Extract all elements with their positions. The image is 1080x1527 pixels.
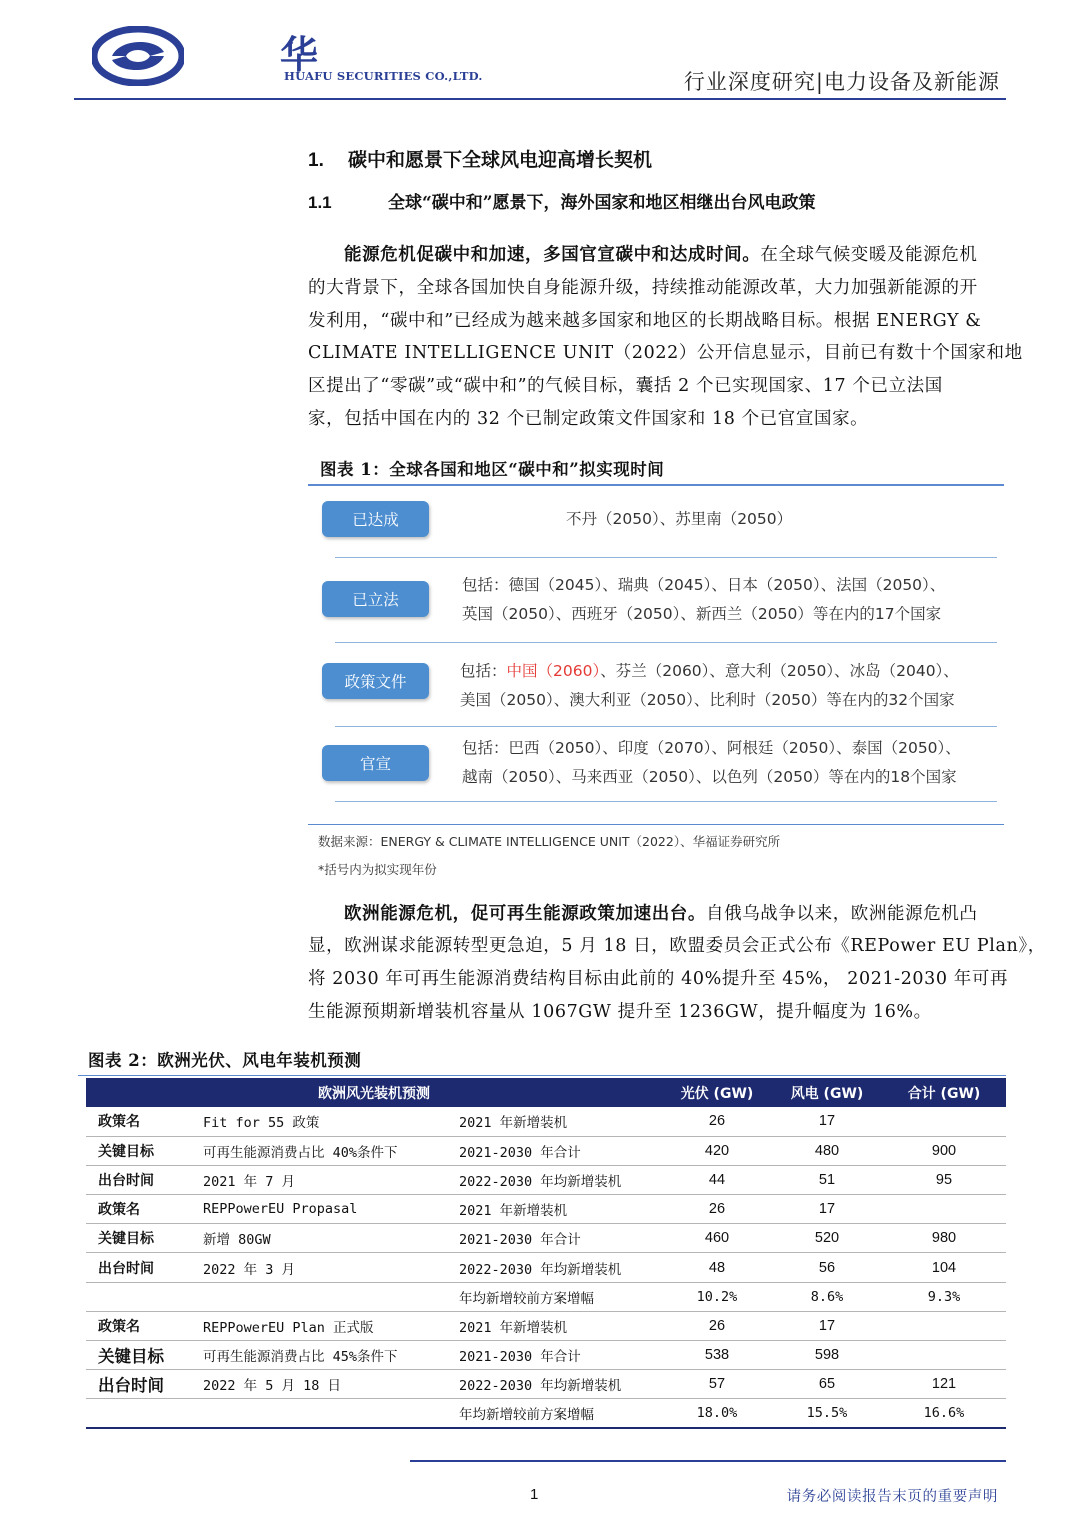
table-row: 年均新增较前方案增幅 18.0% 15.5% 16.6%	[86, 1399, 1006, 1428]
table-row: 年均新增较前方案增幅 10.2% 8.6% 9.3%	[86, 1282, 1006, 1311]
table-row: 出台时间 2022 年 3 月 2022-2030 年均新增装机 48 56 104	[86, 1253, 1006, 1282]
table-row: 出台时间 2021 年 7 月 2022-2030 年均新增装机 44 51 95	[86, 1165, 1006, 1194]
header-divider	[74, 98, 1006, 100]
footer-disclaimer: 请务必阅读报告末页的重要声明	[786, 1489, 998, 1505]
subsection-title: 全球“碳中和”愿景下，海外国家和地区相继出台风电政策	[388, 193, 816, 213]
paragraph-lead: 欧洲能源危机，促可再生能源政策加速出台。	[344, 904, 706, 924]
figure-2-title: 图表 2：欧洲光伏、风电年装机预测	[88, 1051, 362, 1070]
logo-chinese-text: 华	[280, 33, 319, 77]
status-pill-legislated: 已立法	[322, 581, 429, 617]
section-title: 碳中和愿景下全球风电迎高增长契机	[348, 149, 653, 171]
table-row: 关键目标 可再生能源消费占比 40%条件下 2021-2030 年合计 420 480 900	[86, 1136, 1006, 1165]
table-header-pv: 光伏 (GW)	[662, 1078, 772, 1107]
figure-1-bottom-rule	[308, 824, 1004, 825]
status-pill-announced: 官宣	[322, 745, 429, 781]
paragraph-line: 的大背景下，全球各国加快自身能源升级，持续推动能源改革，大力加强新能源的开	[308, 278, 978, 298]
paragraph-lead: 能源危机促碳中和加速，多国官宣碳中和达成时间。	[344, 245, 761, 265]
paragraph-line: 区提出了“零碳”或“碳中和”的气候目标，囊括 2 个已实现国家、17 个已立法国	[308, 376, 943, 396]
row-divider	[335, 801, 997, 802]
paragraph-line: 家，包括中国在内的 32 个已制定政策文件国家和 18 个已官宣国家。	[308, 409, 869, 429]
table-header-forecast: 欧洲风光装机预测	[86, 1078, 662, 1107]
report-category: 行业深度研究|电力设备及新能源	[683, 70, 1000, 94]
company-logo	[92, 24, 483, 88]
page-number: 1	[530, 1486, 539, 1503]
announced-countries-line2: 越南（2050）、马来西亚（2050）、以色列（2050）等在内的18个国家	[462, 768, 957, 786]
achieved-countries: 不丹（2050）、苏里南（2050）	[566, 510, 793, 528]
logo-english-text: HUAFU SECURITIES CO.,LTD.	[284, 69, 483, 83]
table-row: 政策名 REPPowerEU Plan 正式版 2021 年新增装机 26 17	[86, 1311, 1006, 1340]
china-highlight: 中国（2060）	[506, 662, 601, 680]
policy-countries-line2: 美国（2050）、澳大利亚（2050）、比利时（2050）等在内的32个国家	[460, 691, 955, 709]
paragraph-line: CLIMATE INTELLIGENCE UNIT（2022）公开信息显示，目前已有数十个国家和地	[308, 343, 1023, 363]
legislated-countries-line2: 英国（2050）、西班牙（2050）、新西兰（2050）等在内的17个国家	[462, 605, 942, 623]
paragraph-line: 发利用，“碳中和”已经成为越来越多国家和地区的长期战略目标。根据 ENERGY &	[308, 311, 982, 331]
figure-1-content	[308, 485, 1004, 825]
row-divider	[335, 642, 997, 643]
legislated-countries-line1: 包括：德国（2045）、瑞典（2045）、日本（2050）、法国（2050）、	[462, 576, 946, 594]
row-divider	[335, 557, 997, 558]
paragraph-line: 将 2030 年可再生能源消费结构目标由此前的 40%提升至 45%， 2021-2030 年可再	[308, 969, 1009, 989]
paragraph-line: 能源危机促碳中和加速，多国官宣碳中和达成时间。在全球气候变暖及能源危机	[344, 245, 978, 265]
status-pill-achieved: 已达成	[322, 501, 429, 537]
figure-1-source: 数据来源：ENERGY & CLIMATE INTELLIGENCE UNIT（2022）、华福证券研究所	[318, 834, 781, 849]
europe-installation-table	[86, 1078, 1006, 1429]
table-header-row	[86, 1078, 1006, 1107]
row-divider	[335, 726, 997, 727]
paragraph-line: 生能源预期新增装机容量从 1067GW 提升至 1236GW，提升幅度为 16%。	[308, 1002, 932, 1022]
huafu-logo-icon	[92, 26, 184, 86]
policy-countries-line1: 包括：中国（2060）、芬兰（2060）、意大利（2050）、冰岛（2040）、	[460, 662, 959, 680]
footer-divider	[410, 1460, 1006, 1462]
status-pill-policy: 政策文件	[322, 663, 429, 699]
section-heading-1-1	[308, 188, 816, 213]
section-number: 1.	[308, 150, 324, 171]
paragraph-line: 欧洲能源危机，促可再生能源政策加速出台。自俄乌战争以来，欧洲能源危机凸	[344, 904, 978, 924]
table-header-wind: 风电 (GW)	[772, 1078, 882, 1107]
section-heading-1	[308, 145, 652, 172]
subsection-number: 1.1	[308, 193, 332, 212]
table-row: 政策名 Fit for 55 政策 2021 年新增装机 26 17	[86, 1107, 1006, 1136]
figure-2-top-rule	[78, 1075, 1006, 1076]
table-row: 政策名 REPPowerEU Propasal 2021 年新增装机 26 17	[86, 1195, 1006, 1224]
announced-countries-line1: 包括：巴西（2050）、印度（2070）、阿根廷（2050）、泰国（2050）、	[462, 739, 961, 757]
paragraph-line: 显，欧洲谋求能源转型更急迫，5 月 18 日，欧盟委员会正式公布《REPower EU Plan》，	[308, 936, 1046, 956]
figure-1-note: *括号内为拟实现年份	[318, 862, 437, 877]
figure-1-title: 图表 1：全球各国和地区“碳中和”拟实现时间	[320, 460, 665, 479]
table-header-total: 合计 (GW)	[882, 1078, 1006, 1107]
table-row: 出台时间 2022 年 5 月 18 日 2022-2030 年均新增装机 57 65 121	[86, 1370, 1006, 1399]
table-row: 关键目标 新增 80GW 2021-2030 年合计 460 520 980	[86, 1224, 1006, 1253]
table-row: 关键目标 可再生能源消费占比 45%条件下 2021-2030 年合计 538 598	[86, 1341, 1006, 1370]
